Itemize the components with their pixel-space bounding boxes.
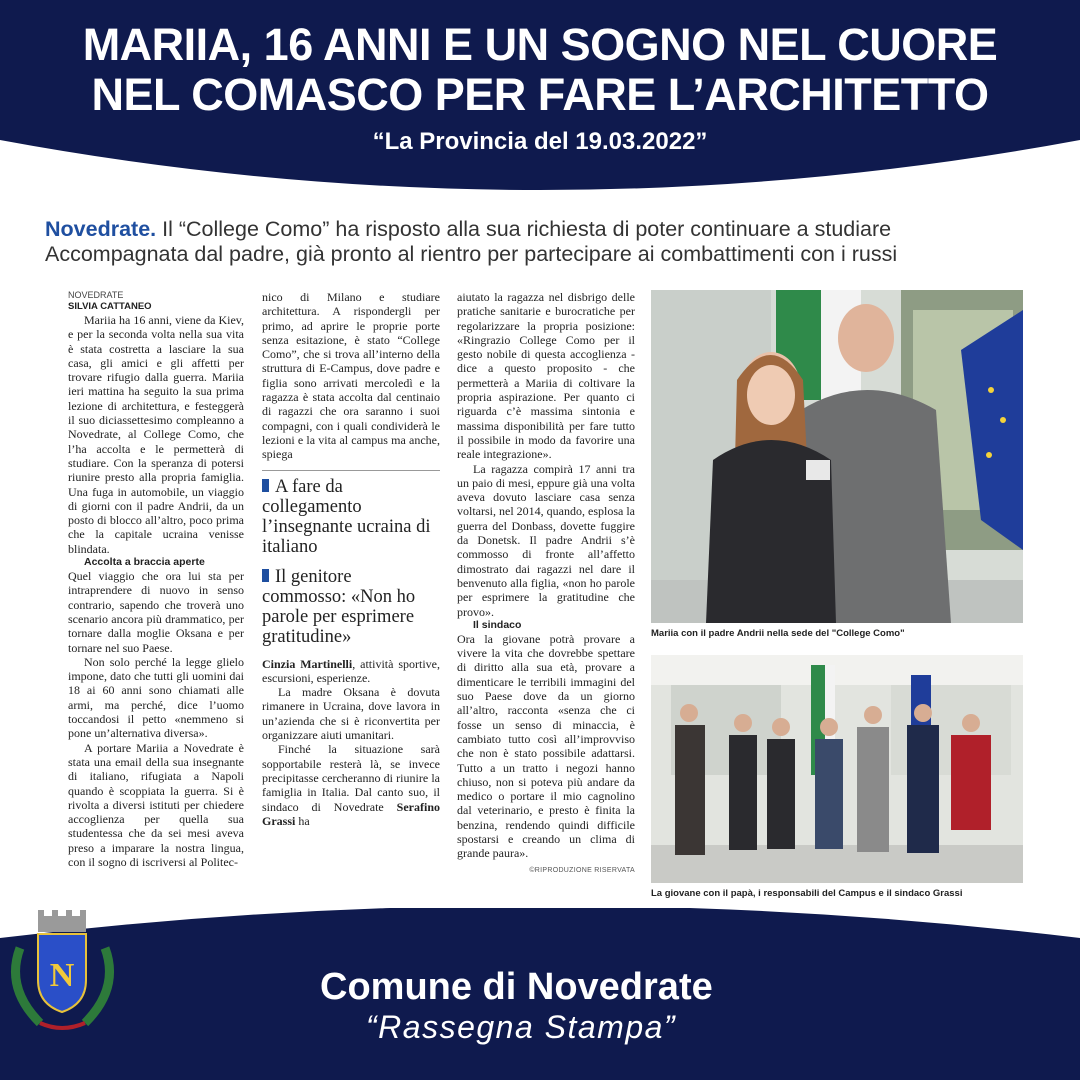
municipality-name: Comune di Novedrate [320,966,713,1008]
paragraph: aiutato la ragazza nel disbrigo delle pratiche sanitarie e burocratiche per regolarizzare la propria posizione: «Ringrazio College Como per il gesto nobile di questa accoglienza - dice a questo proposito - che permetterà a Mariia di coltivare la propria aspirazione. Per quanto ci riguarda c’è massima sintonia e massima disponibilità per fare tutto il possibile in modo da favorire una reale integrazione». [457,290,635,462]
footer-banner [0,908,1080,1080]
paragraph: La madre Oksana è dovuta rimanere in Ucraina, dove lavora in un’azienda che si è riconvertita per organizzare aiuti umanitari. [262,685,440,743]
article-subhead: Il sindaco [473,618,522,631]
square-bullet-icon [262,479,269,492]
newspaper-clipping [0,200,1080,915]
svg-text:N: N [49,957,75,994]
pull-quote: Il genitore commosso: «Non ho parole per esprimere gratitudine» [262,566,416,647]
paragraph: nico di Milano e studiare architettura. A rispondergli per primo, ad aprire le proprie porte senza esitazione, è stato “College Como”, che si trova all’interno della struttura di E-Campus, dove padre e figlia sono arrivati mercoledì e la ragazza è stata accolta dal centinaio di ragazzi che ora saranno i suoi compagni, con i quali condividerà le lezioni e la vita al campus ma anche, spiega [262,290,440,462]
paragraph: La ragazza compirà 17 anni tra un paio di mesi, eppure già una volta aveva dovuto lasciare casa senza voltarsi, nel 2014, quando, esplosa la guerra del Donbass, dovette fuggire da Donetsk. Il padre Andrii s’è commosso di fronte all’affetto dimostrato dai ragazzi nel dare il benvenuto alla figlia, «non ho parole per esprimere la gratitudine che provo». [457,461,635,619]
article-subhead: Accolta a braccia aperte [84,556,205,569]
municipal-crest-icon [0,908,125,1038]
article-rubric: NOVEDRATE [68,290,124,300]
square-bullet-icon [262,569,269,582]
headline-line2: Accompagnata dal padre, già pronto al rientro per partecipare ai combattimenti con i russi [45,242,898,266]
article-headline [45,217,1045,267]
header-banner [0,0,1080,200]
paragraph: Finché la situazione sarà sopportabile resterà là, se invece precipitasse cercheranno di riunire la famiglia in Italia. Dal canto suo, il sindaco di Novedrate Serafino Grassi ha [262,742,440,828]
photo-caption: Mariia con il padre Andrii nella sede del "College Como" [651,628,905,639]
divider [262,470,440,471]
footer-subtitle: “Rassegna Stampa” [366,1009,677,1045]
page-subtitle: “La Provincia del 19.03.2022” [372,128,708,155]
article-column-2 [262,290,440,828]
article-author: SILVIA CATTANEO [68,301,152,312]
paragraph: A portare Mariia a Novedrate è stata una email della sua insegnante di italiano, rifugiata a Napoli quando è scoppiata la guerra. Si è rivolta a diversi istituti per chiedere accoglienza per quella sua studentessa che da sei mesi aveva preso a imparare la nostra lingua, con il sogno di iscriversi al Politec- [68,740,244,869]
article-column-1 [68,290,244,869]
photo-caption: La giovane con il papà, i responsabili del Campus e il sindaco Grassi [651,888,963,899]
paragraph: Mariia ha 16 anni, viene da Kiev, e per la seconda volta nella sua vita è stata costretta a lasciare la sua casa, gli amici e gli affetti per trovare rifugio dalla guerra. Mariia ieri mattina ha seguito la sua prima lezione di architettura, e festeggerà il suo diciassettesimo compleanno a Novedrate, al College Como, che l’ha accolta e le permetterà di studiare. Con la speranza di potersi riunire presto alla propria famiglia. Una fuga in automobile, un viaggio di giorni con il padre Andrii, da un posto di blocco all’altro, poco prima che la capitale ucraina venisse blindata. [68,313,244,556]
paragraph: Non solo perché la legge glielo impone, dato che tutti gli uomini dai 18 ai 60 anni sono chiamati alle armi, ma perché, dice l’uomo toccandosi il petto «nemmeno si pone un’alternativa diversa». [68,654,244,741]
article-column-3 [457,290,635,878]
photo-mariia-with-father [651,290,1023,623]
page-title-line2: NEL COMASCO PER FARE L’ARCHITETTO [91,69,989,120]
paragraph: Ora la giovane potrà provare a vivere la vita che dovrebbe spettare di diritto alla sua età, provare a dimenticare le terribili immagini del suo Paese dove da un giorno all’altro, racconta «senza che ci fosse un senso di minaccia, è cambiato tutto così all’improvviso che non è stato possibile adattarsi. Tutto a un tratto i negozi hanno chiuso, non si poteva più andare da medico o portare il mio cagnolino dal veterinario, e presto è finita la benzina, rendendo quindi difficile spostarsi e creando un clima di grande paura». [457,631,635,861]
headline-line1: Il “College Como” ha risposto alla sua richiesta di poter continuare a studiare [162,217,892,241]
pull-quote: A fare da collegamento l’insegnante ucraina di italiano [262,476,431,557]
photo-group-campus [651,655,1023,883]
headline-kicker: Novedrate. [45,217,157,241]
page-title-line1: MARIIA, 16 ANNI E UN SOGNO NEL CUORE [82,19,998,70]
copyright-note: ©RIPRODUZIONE RISERVATA [529,866,635,874]
paragraph: Cinzia Martinelli, attività sportive, escursioni, esperienze. [262,656,440,685]
paragraph: Quel viaggio che ora lui sta per intraprendere di nuovo in senso contrario, sapendo che troverà uno scenario ancora più drammatico, per tornare dalla moglie Oksana e per tornare nel suo Paese. [68,569,244,655]
